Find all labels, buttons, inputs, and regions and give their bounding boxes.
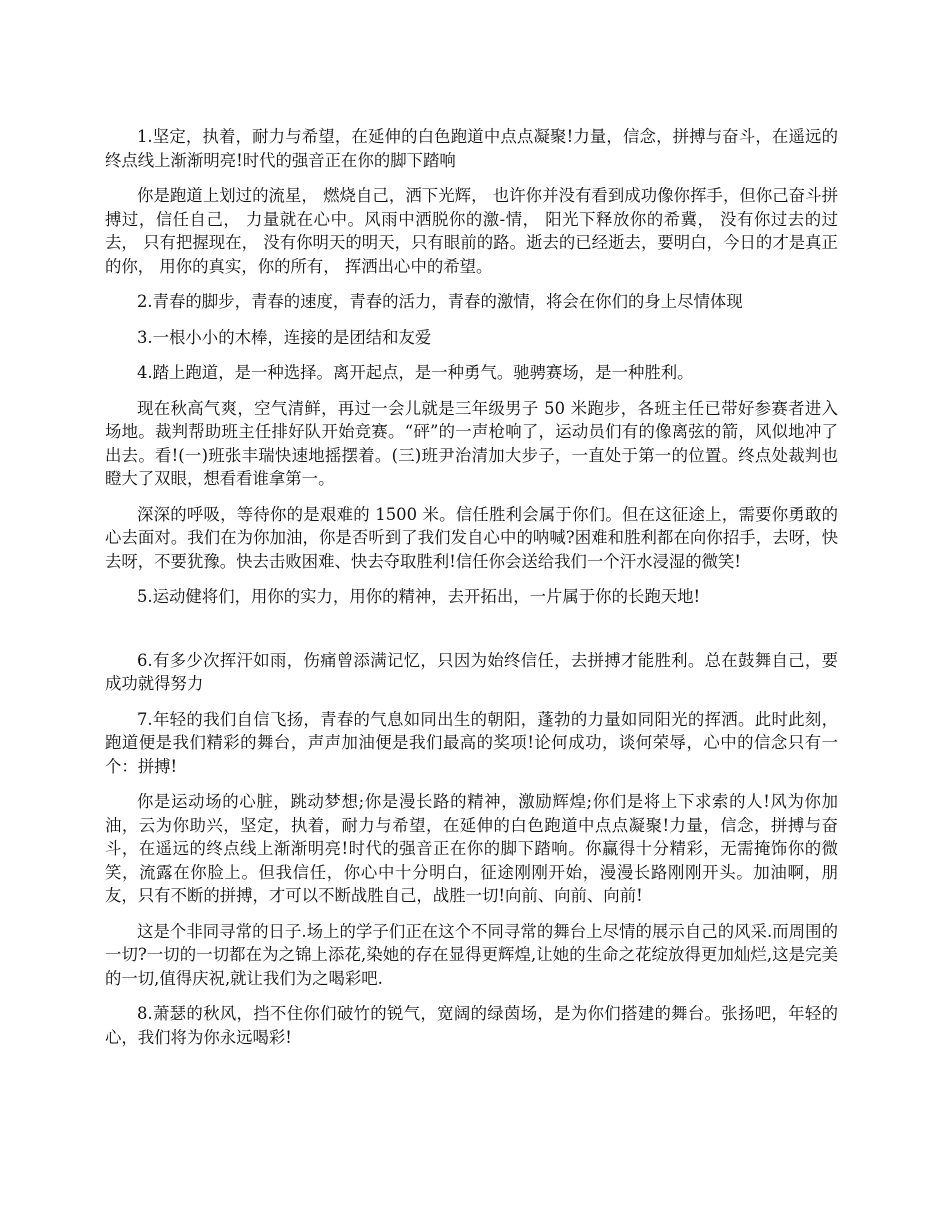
paragraph-9: 6.有多少次挥汗如雨，伤痛曾添满记忆，只因为始终信任，去拼搏才能胜利。总在鼓舞自己，要成功就得努力 — [105, 650, 838, 693]
paragraph-6: 现在秋高气爽，空气清鲜，再过一会儿就是三年级男子 50 米跑步，各班主任已带好参赛者进入场地。裁判帮助班主任排好队开始竞赛。“砰”的一声枪响了，运动员们有的像离弦的箭，风似地冲了出去。看!(一)班张丰瑞快速地摇摆着。(三)班尹治清加大步子，一直处于第一的位置。终点处裁判也瞪大了双眼，想看看谁拿第一。 — [105, 398, 838, 488]
paragraph-10: 7.年轻的我们自信飞扬，青春的气息如同出生的朝阳，蓬勃的力量如同阳光的挥洒。此时此刻，跑道便是我们精彩的舞台，声声加油便是我们最高的奖项!论何成功，谈何荣辱，心中的信念只有一个：拼搏! — [105, 709, 838, 776]
paragraph-3: 2.青春的脚步，青春的速度，青春的活力，青春的激情，将会在你们的身上尽情体现 — [137, 292, 743, 311]
paragraph-8: 5.运动健将们，用你的实力，用你的精神，去开拓出，一片属于你的长跑天地! — [137, 587, 701, 606]
paragraph-13: 8.萧瑟的秋风，挡不住你们破竹的锐气，宽阔的绿茵场，是为你们搭建的舞台。张扬吧，年轻的心，我们将为你永远喝彩! — [105, 1004, 838, 1047]
paragraph-5: 4.踏上跑道，是一种选择。离开起点，是一种勇气。驰骋赛场，是一种胜利。 — [137, 363, 694, 382]
blank-line — [105, 621, 838, 649]
paragraph-7: 深深的呼吸，等待你的是艰难的 1500 米。信任胜利会属于你们。但在这征途上，需要你勇敢的心去面对。我们在为你加油，你是否听到了我们发自心中的呐喊?困难和胜利都在向你招手，去呀，快去呀，不要犹豫。快去击败困难、快去夺取胜利!信任你会送给我们一个汗水浸湿的微笑! — [105, 504, 838, 571]
document-body — [105, 125, 838, 1061]
paragraph-4: 3.一根小小的木棒，连接的是团结和友爱 — [137, 327, 432, 347]
paragraph-11: 你是运动场的心脏，跳动梦想;你是漫长路的精神，激励辉煌;你们是将上下求索的人!风为你加油，云为你助兴，坚定，执着，耐力与希望，在延伸的白色跑道中点点凝聚!力量，信念，拼搏与奋斗，在遥远的终点线上渐渐明亮!时代的强音正在你的脚下踏响。你赢得十分精彩，无需掩饰你的微笑，流露在你脸上。但我信任，你心中十分明白，征途刚刚开始，漫漫长路刚刚开头。加油啊，朋友，只有不断的拼搏，才可以不断战胜自己，战胜一切!向前、向前、向前! — [105, 792, 838, 905]
paragraph-2: 你是跑道上划过的流星， 燃烧自己，洒下光辉， 也许你并没有看到成功像你挥手，但你己奋斗拼搏过，信任自己， 力量就在心中。风雨中洒脱你的激-情， 阳光下释放你的希冀， 没有你过去的过去， 只有把握现在， 没有你明天的明天，只有眼前的路。逝去的已经逝去，要明白，今日的才是真正的你， 用你的真实，你的所有， 挥洒出心中的希望。 — [105, 186, 838, 276]
paragraph-12: 这是个非同寻常的日子.场上的学子们正在这个不同寻常的舞台上尽情的展示自己的风采.而周围的一切?一切的一切都在为之锦上添花,染她的存在显得更辉煌,让她的生命之花绽放得更加灿烂,这是完美的一切,值得庆祝,就让我们为之喝彩吧. — [105, 921, 838, 988]
paragraph-1: 1.坚定，执着，耐力与希望，在延伸的白色跑道中点点凝聚!力量，信念，拼搏与奋斗，在遥远的终点线上渐渐明亮!时代的强音正在你的脚下踏响 — [105, 127, 838, 170]
